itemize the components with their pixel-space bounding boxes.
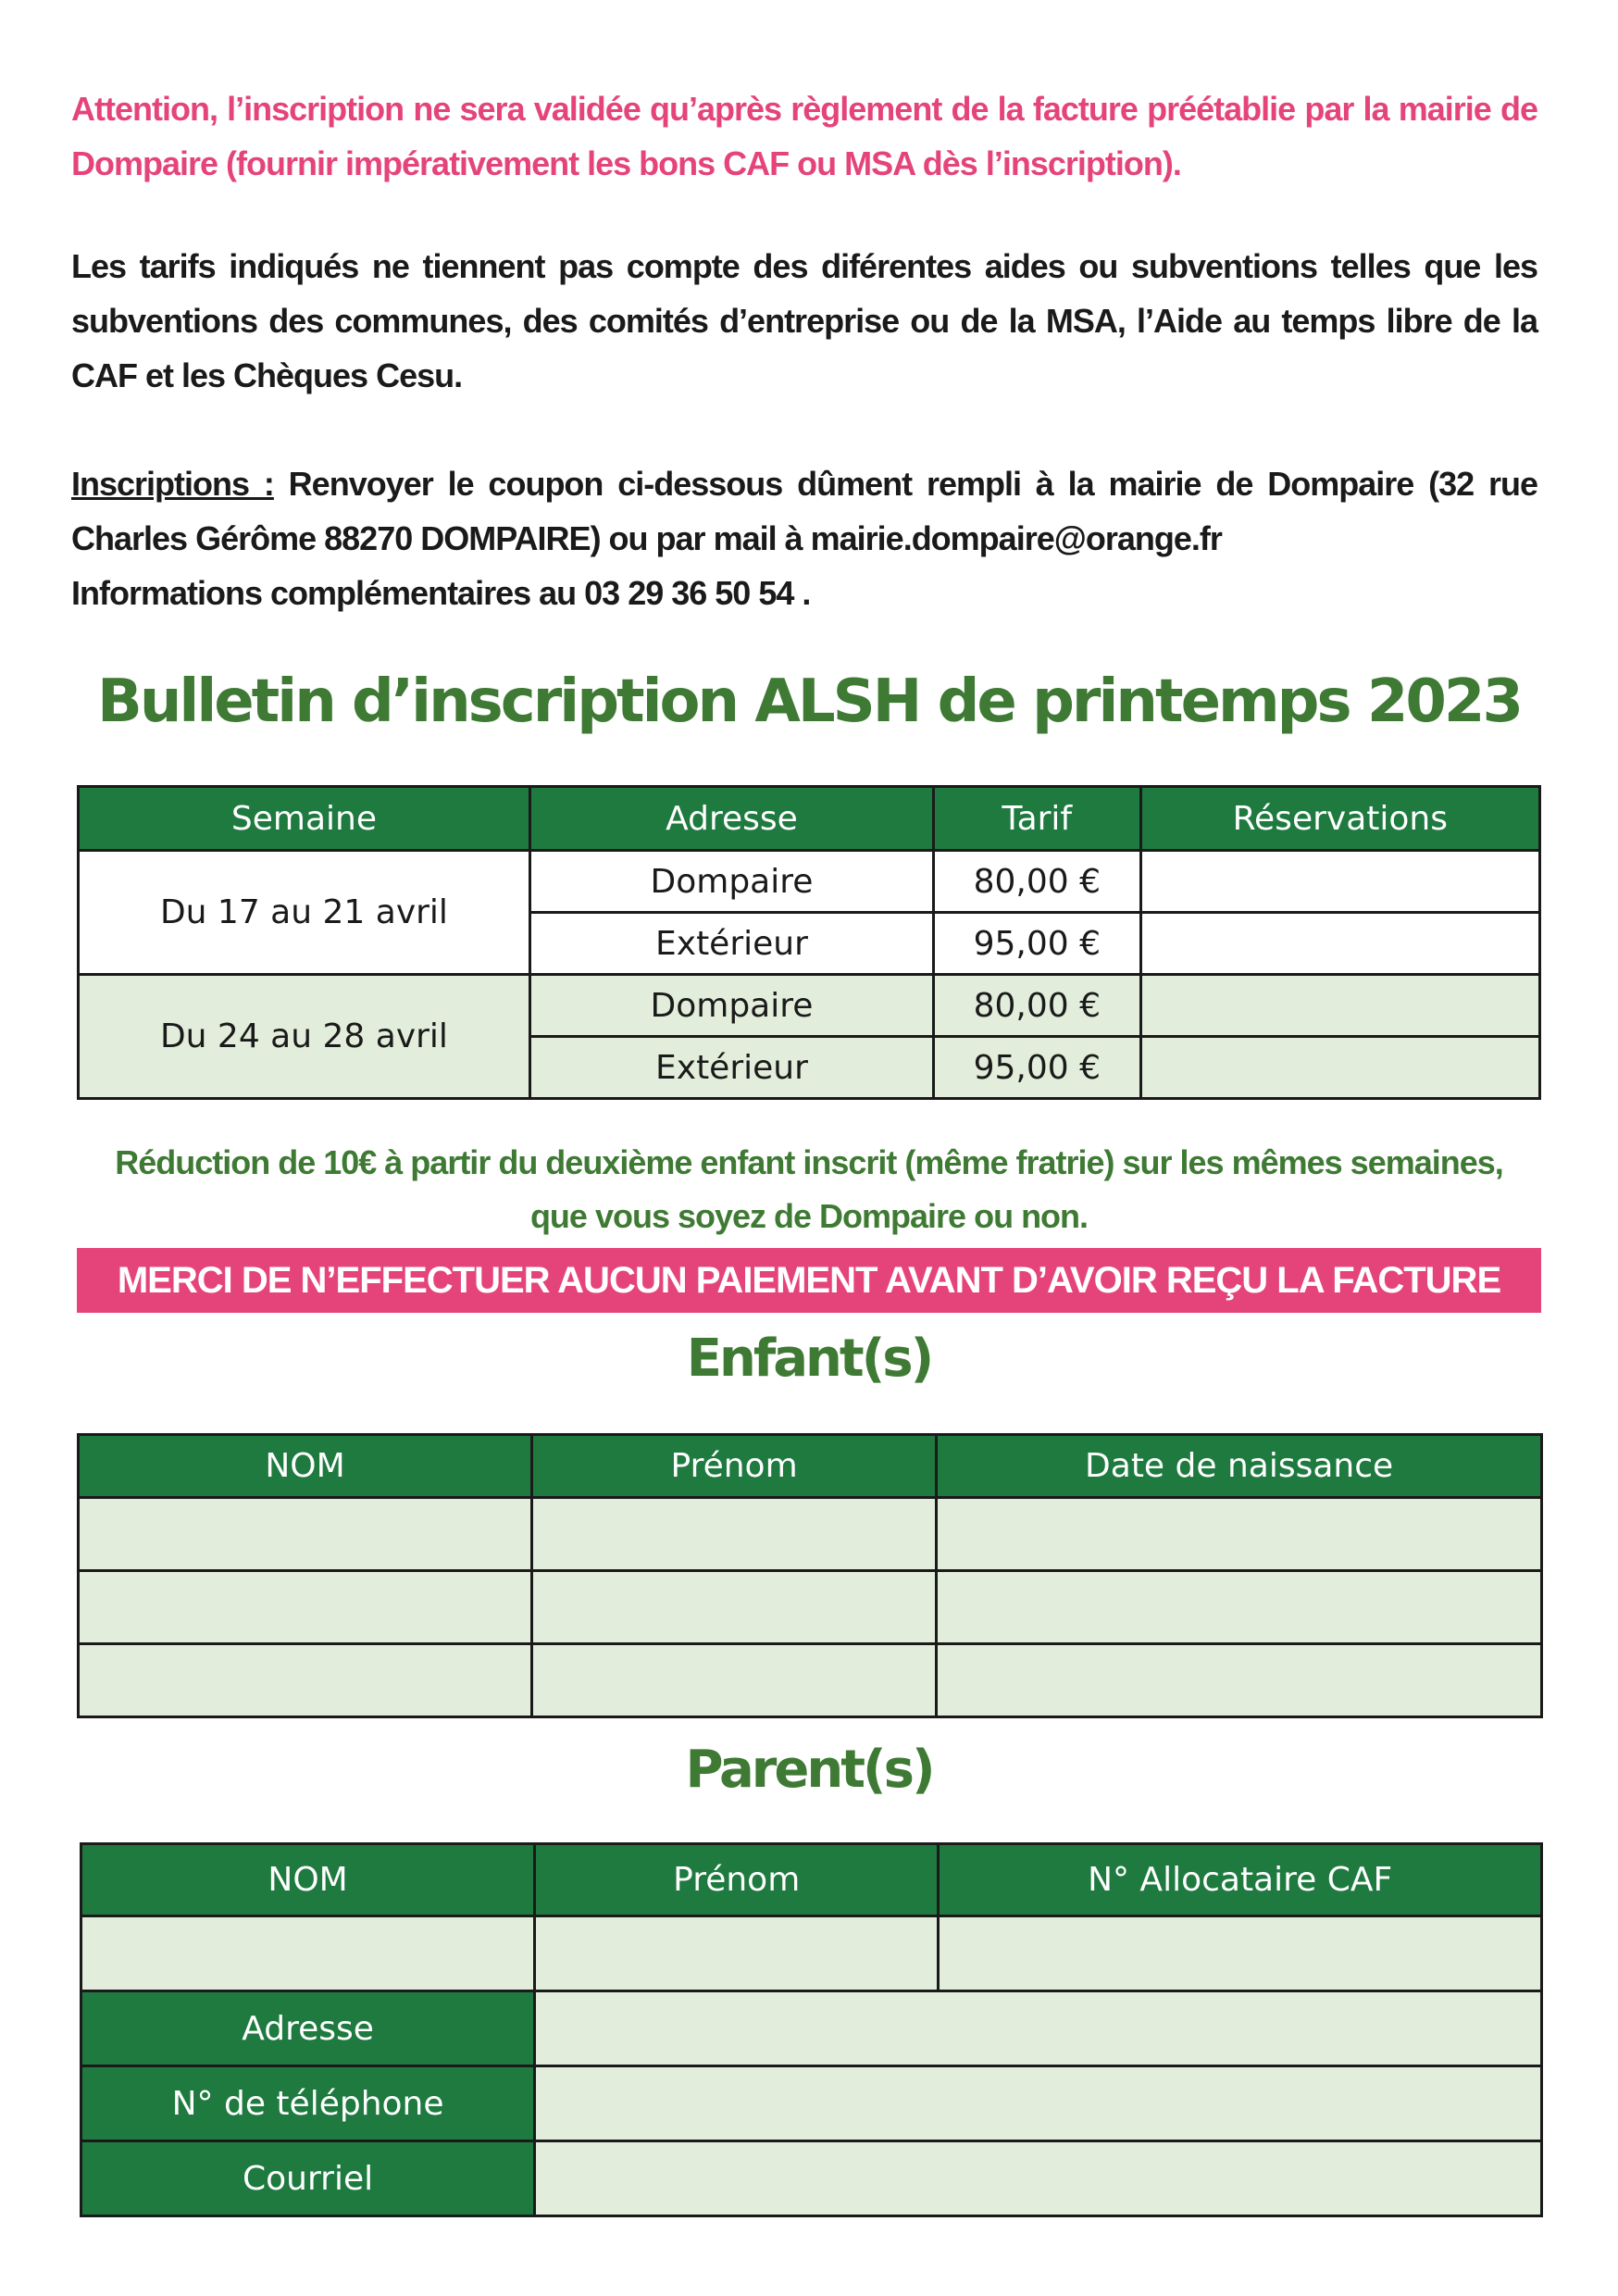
parent-prenom-field[interactable] [535, 1916, 939, 1991]
enfant-date-field[interactable] [937, 1498, 1542, 1571]
reduction-line-1: Réduction de 10€ à partir du deuxième enfant inscrit (même fratrie) sur les mêmes semaines, [115, 1143, 1503, 1181]
header-nom: NOM [79, 1435, 532, 1498]
label-telephone: N° de téléphone [81, 2066, 535, 2141]
tarif-cell: 95,00 € [934, 913, 1141, 975]
parents-table [80, 1842, 1543, 2217]
header-semaine: Semaine [79, 787, 530, 851]
header-date-naissance: Date de naissance [937, 1435, 1542, 1498]
tarif-cell: 80,00 € [934, 851, 1141, 913]
label-adresse: Adresse [81, 1991, 535, 2066]
enfant-nom-field[interactable] [79, 1571, 532, 1644]
header-caf: N° Allocataire CAF [939, 1844, 1542, 1916]
header-prenom: Prénom [535, 1844, 939, 1916]
adresse-cell: Extérieur [529, 1037, 933, 1099]
inscriptions-paragraph [71, 456, 1537, 566]
parent-caf-field[interactable] [939, 1916, 1542, 1991]
enfant-date-field[interactable] [937, 1644, 1542, 1717]
header-tarif: Tarif [934, 787, 1141, 851]
reduction-line-2: que vous soyez de Dompaire ou non. [529, 1197, 1089, 1235]
header-adresse: Adresse [529, 787, 933, 851]
tarif-cell: 80,00 € [934, 975, 1141, 1037]
label-courriel: Courriel [81, 2141, 535, 2216]
adresse-cell: Dompaire [529, 975, 933, 1037]
reservation-field[interactable] [1140, 975, 1539, 1037]
parent-courriel-field[interactable] [535, 2141, 1542, 2216]
enfant-prenom-field[interactable] [531, 1644, 936, 1717]
inscriptions-label: Inscriptions : [71, 465, 274, 503]
week-label: Du 24 au 28 avril [79, 975, 530, 1099]
header-prenom: Prénom [531, 1435, 936, 1498]
enfant-nom-field[interactable] [79, 1644, 532, 1717]
header-nom: NOM [81, 1844, 535, 1916]
enfants-table [77, 1433, 1543, 1718]
inscriptions-text: Renvoyer le coupon ci-dessous dûment rempli à la mairie de Dompaire (32 rue Charles Gérôme 88270 DOMPAIRE) ou par mail à mairie.dompaire@orange.fr [71, 465, 1537, 557]
info-line: Informations complémentaires au 03 29 36 50 54 . [71, 574, 811, 612]
parents-title: Parent(s) [685, 1740, 933, 1800]
tarifs-paragraph: Les tarifs indiqués ne tiennent pas compte des diférentes aides ou subventions telles que les subventions des communes, des comités d’entreprise ou de la MSA, l’Aide au temps libre de la CAF et les Chèques Cesu. [71, 247, 1537, 394]
reservation-field[interactable] [1140, 851, 1539, 913]
parent-telephone-field[interactable] [535, 2066, 1542, 2141]
enfant-nom-field[interactable] [79, 1498, 532, 1571]
header-reservations: Réservations [1140, 787, 1539, 851]
enfant-prenom-field[interactable] [531, 1498, 936, 1571]
enfant-date-field[interactable] [937, 1571, 1542, 1644]
enfant-prenom-field[interactable] [531, 1571, 936, 1644]
bulletin-title: Bulletin d’inscription ALSH de printemps 2023 [97, 668, 1521, 736]
warning-paragraph: Attention, l’inscription ne sera validée qu’après règlement de la facture préétablie par la mairie de Dompaire (fournir impérativement les bons CAF ou MSA dès l’inscription). [71, 90, 1537, 182]
parent-nom-field[interactable] [81, 1916, 535, 1991]
week-label: Du 17 au 21 avril [79, 851, 530, 975]
reservation-table [77, 785, 1541, 1100]
reservation-field[interactable] [1140, 1037, 1539, 1099]
reservation-field[interactable] [1140, 913, 1539, 975]
tarif-cell: 95,00 € [934, 1037, 1141, 1099]
no-payment-banner: MERCI DE N’EFFECTUER AUCUN PAIEMENT AVANT D’AVOIR REÇU LA FACTURE [77, 1248, 1541, 1313]
adresse-cell: Extérieur [529, 913, 933, 975]
parent-adresse-field[interactable] [535, 1991, 1542, 2066]
enfants-title: Enfant(s) [686, 1329, 932, 1389]
adresse-cell: Dompaire [529, 851, 933, 913]
